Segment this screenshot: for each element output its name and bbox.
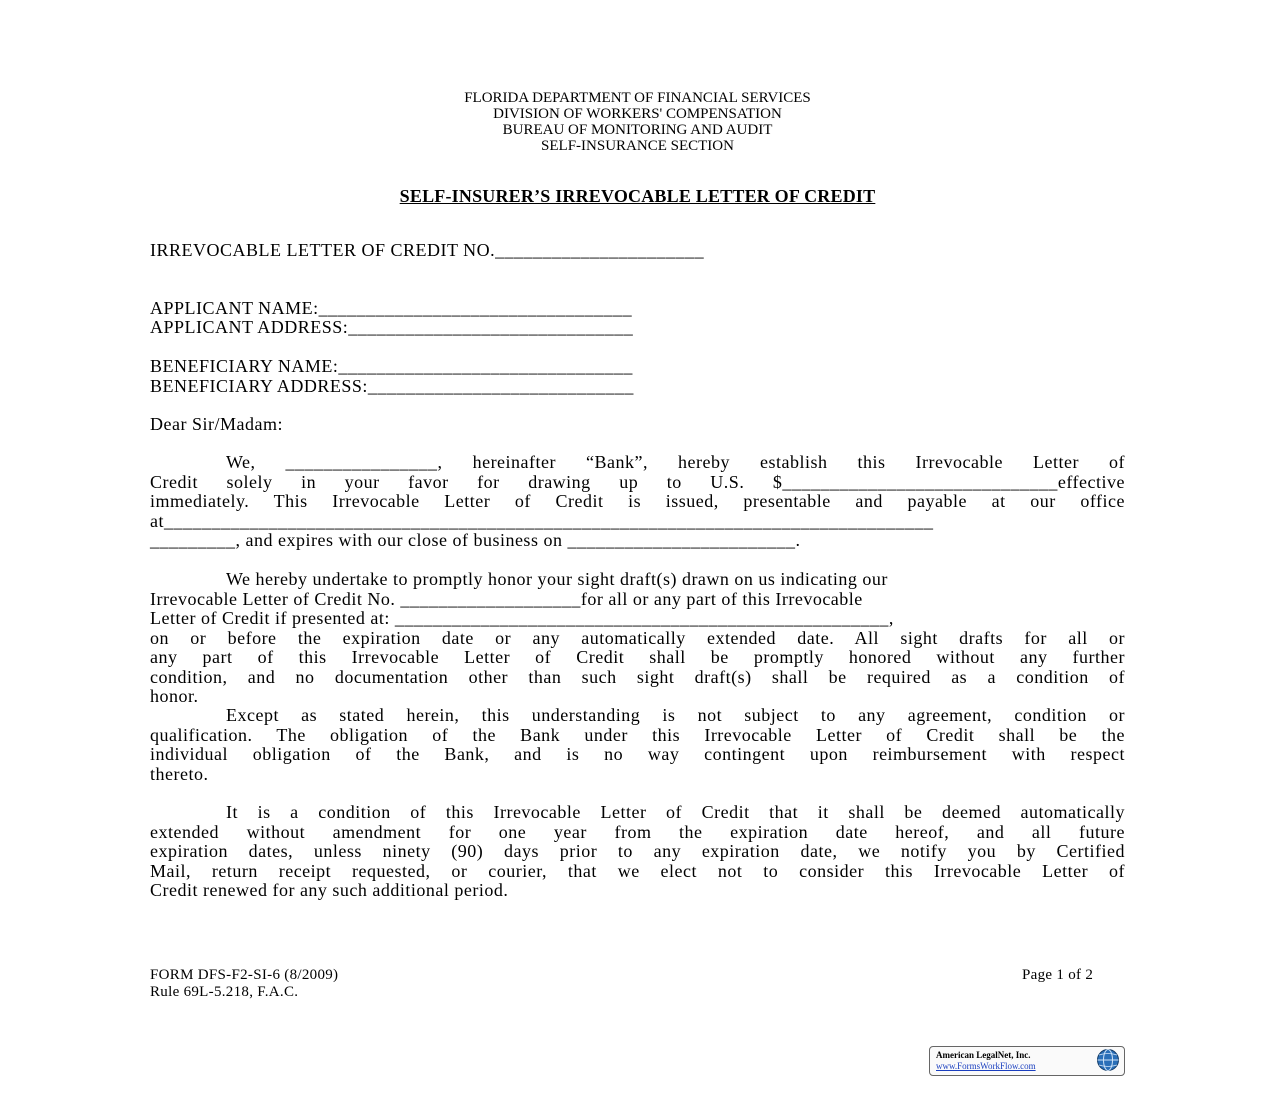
paragraph-extension <box>150 803 1125 901</box>
para3-line: qualification. The obligation of the Bank under this Irrevocable Letter of Credit shall be the <box>150 724 1125 745</box>
applicant-name-field: APPLICANT NAME:_________________________________ <box>150 298 633 318</box>
para4-line: It is a condition of this Irrevocable Letter of Credit that it shall be deemed automatically <box>226 802 1125 822</box>
form-number: FORM DFS-F2-SI-6 (8/2009) <box>150 967 339 983</box>
form-footer <box>150 967 338 1001</box>
paragraph-understanding <box>150 706 1125 784</box>
header-line-4: SELF-INSURANCE SECTION <box>541 138 734 154</box>
para2-line: on or before the expiration date or any automatically extended date. All sight drafts for all or <box>150 627 1125 648</box>
paragraph-honor <box>150 570 1125 707</box>
para2-line: Irrevocable Letter of Credit No. ___________________for all or any part of this Irrevocable <box>150 588 863 609</box>
para1-line: _________, and expires with our close of business on ________________________. <box>150 530 801 550</box>
para3-line: Except as stated herein, this understanding is not subject to any agreement, condition or <box>226 705 1125 725</box>
badge-company-name: American LegalNet, Inc. <box>936 1050 1031 1060</box>
badge-url-link[interactable]: www.FormsWorkFlow.com <box>936 1061 1036 1071</box>
para4-line: extended without amendment for one year from the expiration date hereof, and all future <box>150 821 1125 842</box>
page-number: Page 1 of 2 <box>1022 967 1094 983</box>
para1-line: immediately. This Irrevocable Letter of Credit is issued, presentable and payable at our office <box>150 491 1125 511</box>
agency-header <box>0 90 1275 154</box>
beneficiary-address-field: BENEFICIARY ADDRESS:____________________________ <box>150 376 634 396</box>
rule-reference: Rule 69L-5.218, F.A.C. <box>150 984 299 1000</box>
para4-line: Mail, return receipt requested, or courier, that we elect not to consider this Irrevocable Letter of <box>150 860 1125 881</box>
para1-line: Credit solely in your favor for drawing up to U.S. $_____________________________effective <box>150 471 1125 492</box>
header-line-3: BUREAU OF MONITORING AND AUDIT <box>502 122 773 138</box>
para1-line: at_________________________________________________________________________________ <box>150 510 934 531</box>
legalnet-badge[interactable] <box>929 1046 1125 1076</box>
para3-line: individual obligation of the Bank, and is no way contingent upon reimbursement with respect <box>150 744 1125 764</box>
para3-line: thereto. <box>150 763 209 784</box>
loc-number-field: IRREVOCABLE LETTER OF CREDIT NO.______________________ <box>150 240 705 260</box>
header-line-2: DIVISION OF WORKERS' COMPENSATION <box>493 106 782 122</box>
para1-line: We, ________________, hereinafter “Bank”, hereby establish this Irrevocable Letter of <box>226 452 1125 472</box>
globe-logo-icon <box>1096 1048 1120 1072</box>
para2-line: any part of this Irrevocable Letter of Credit shall be promptly honored without any further <box>150 647 1125 667</box>
paragraph-establish <box>150 453 1125 551</box>
para2-line: We hereby undertake to promptly honor your sight draft(s) drawn on us indicating our <box>226 569 888 589</box>
beneficiary-name-field: BENEFICIARY NAME:_______________________________ <box>150 356 633 376</box>
para4-line: expiration dates, unless ninety (90) days prior to any expiration date, we notify you by Certified <box>150 841 1125 861</box>
para4-line: Credit renewed for any such additional period. <box>150 880 509 900</box>
para2-line: honor. <box>150 686 199 706</box>
applicant-address-field: APPLICANT ADDRESS:______________________________ <box>150 317 634 337</box>
header-line-1: FLORIDA DEPARTMENT OF FINANCIAL SERVICES <box>464 90 811 106</box>
document-title: SELF-INSURER’S IRREVOCABLE LETTER OF CREDIT <box>399 186 876 206</box>
para2-line: condition, and no documentation other than such sight draft(s) shall be required as a condition of <box>150 666 1125 687</box>
salutation: Dear Sir/Madam: <box>150 414 283 434</box>
para2-line: Letter of Credit if presented at: ____________________________________________________, <box>150 608 894 628</box>
